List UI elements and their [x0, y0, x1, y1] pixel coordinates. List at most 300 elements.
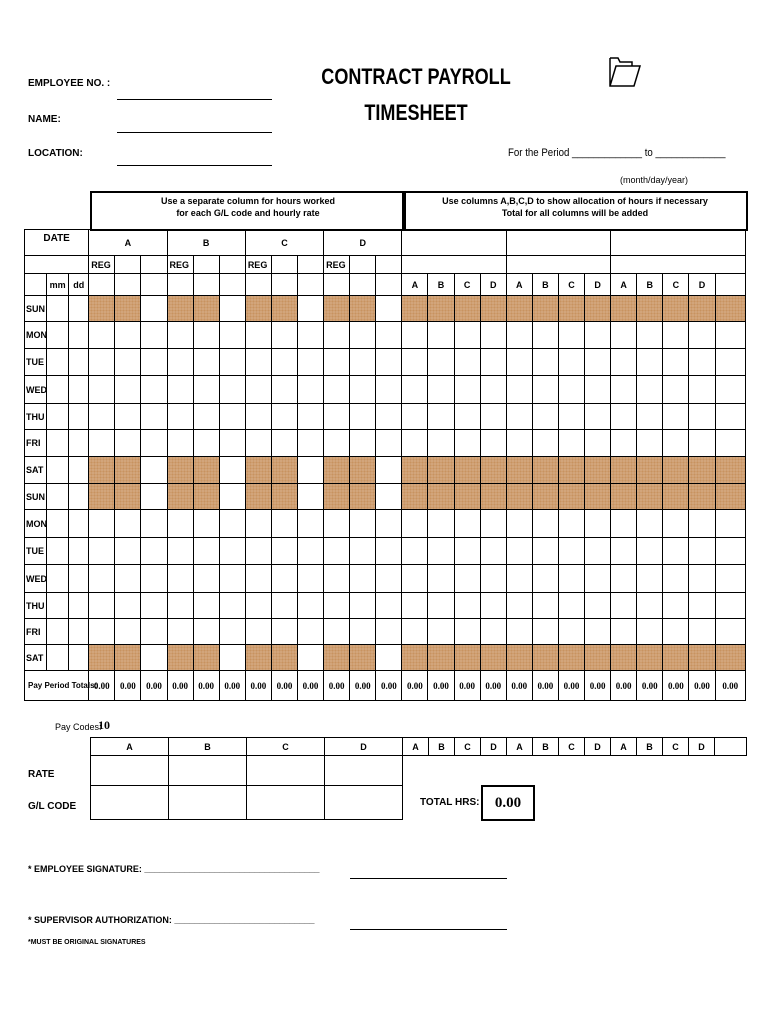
hours-cell[interactable]	[376, 430, 402, 457]
alloc-cell[interactable]	[558, 322, 584, 349]
hours-cell[interactable]	[89, 619, 115, 645]
hours-cell[interactable]	[271, 593, 297, 619]
alloc-cell[interactable]	[532, 349, 558, 376]
hours-cell[interactable]	[167, 565, 193, 593]
alloc-cell[interactable]	[689, 593, 715, 619]
hours-cell[interactable]	[167, 538, 193, 565]
alloc-cell[interactable]	[428, 645, 454, 671]
alloc-cell[interactable]	[715, 430, 746, 457]
alloc-cell[interactable]	[402, 645, 428, 671]
alloc-cell[interactable]	[428, 457, 454, 484]
hours-cell[interactable]	[219, 457, 245, 484]
hours-cell[interactable]	[245, 593, 271, 619]
alloc-cell[interactable]	[585, 593, 611, 619]
hours-cell[interactable]	[219, 538, 245, 565]
hours-cell[interactable]	[245, 349, 271, 376]
hours-cell[interactable]	[193, 565, 219, 593]
alloc-cell[interactable]	[506, 322, 532, 349]
alloc-cell[interactable]	[428, 510, 454, 538]
hours-cell[interactable]	[271, 404, 297, 430]
alloc-cell[interactable]	[663, 510, 689, 538]
hours-cell[interactable]	[245, 430, 271, 457]
alloc-cell[interactable]	[506, 430, 532, 457]
alloc-cell[interactable]	[480, 296, 506, 322]
hours-cell[interactable]	[89, 510, 115, 538]
hours-cell[interactable]	[115, 538, 141, 565]
alloc-cell[interactable]	[480, 645, 506, 671]
hours-cell[interactable]	[115, 322, 141, 349]
alloc-cell[interactable]	[532, 404, 558, 430]
dd-cell[interactable]	[69, 376, 89, 404]
hours-cell[interactable]	[89, 645, 115, 671]
hours-cell[interactable]	[245, 565, 271, 593]
hours-cell[interactable]	[193, 404, 219, 430]
alloc-cell[interactable]	[454, 645, 480, 671]
alloc-cell[interactable]	[480, 593, 506, 619]
hours-cell[interactable]	[350, 457, 376, 484]
hours-cell[interactable]	[167, 457, 193, 484]
hours-cell[interactable]	[324, 457, 350, 484]
alloc-cell[interactable]	[637, 322, 663, 349]
supervisor-signature-date-line[interactable]	[350, 929, 507, 930]
alloc-cell[interactable]	[611, 538, 637, 565]
alloc-cell[interactable]	[532, 430, 558, 457]
alloc-cell[interactable]	[585, 565, 611, 593]
alloc-cell[interactable]	[689, 645, 715, 671]
alloc-cell[interactable]	[611, 296, 637, 322]
alloc-cell[interactable]	[637, 376, 663, 404]
alloc-cell[interactable]	[689, 565, 715, 593]
alloc-cell[interactable]	[558, 619, 584, 645]
dd-cell[interactable]	[69, 404, 89, 430]
hours-cell[interactable]	[324, 565, 350, 593]
alloc-cell[interactable]	[428, 296, 454, 322]
alloc-cell[interactable]	[611, 404, 637, 430]
alloc-cell[interactable]	[611, 565, 637, 593]
alloc-cell[interactable]	[611, 430, 637, 457]
hours-cell[interactable]	[193, 593, 219, 619]
alloc-cell[interactable]	[663, 565, 689, 593]
alloc-cell[interactable]	[454, 376, 480, 404]
alloc-cell[interactable]	[663, 322, 689, 349]
dd-cell[interactable]	[69, 296, 89, 322]
hours-cell[interactable]	[350, 322, 376, 349]
alloc-cell[interactable]	[689, 322, 715, 349]
hours-cell[interactable]	[141, 593, 167, 619]
hours-cell[interactable]	[219, 593, 245, 619]
hours-cell[interactable]	[219, 349, 245, 376]
hours-cell[interactable]	[89, 376, 115, 404]
hours-cell[interactable]	[376, 619, 402, 645]
name-field[interactable]	[117, 132, 272, 133]
alloc-cell[interactable]	[585, 296, 611, 322]
hours-cell[interactable]	[245, 484, 271, 510]
hours-cell[interactable]	[167, 349, 193, 376]
alloc-cell[interactable]	[506, 296, 532, 322]
alloc-cell[interactable]	[663, 538, 689, 565]
alloc-cell[interactable]	[402, 430, 428, 457]
hours-cell[interactable]	[350, 645, 376, 671]
alloc-cell[interactable]	[585, 349, 611, 376]
hours-cell[interactable]	[324, 376, 350, 404]
hours-cell[interactable]	[167, 296, 193, 322]
mm-cell[interactable]	[47, 645, 69, 671]
alloc-cell[interactable]	[428, 430, 454, 457]
hours-cell[interactable]	[115, 376, 141, 404]
alloc-cell[interactable]	[558, 645, 584, 671]
hours-cell[interactable]	[219, 430, 245, 457]
hours-cell[interactable]	[167, 404, 193, 430]
alloc-cell[interactable]	[689, 538, 715, 565]
alloc-cell[interactable]	[558, 510, 584, 538]
alloc-cell[interactable]	[480, 619, 506, 645]
alloc-cell[interactable]	[480, 349, 506, 376]
hours-cell[interactable]	[167, 645, 193, 671]
hours-cell[interactable]	[219, 510, 245, 538]
hours-cell[interactable]	[115, 645, 141, 671]
hours-cell[interactable]	[350, 376, 376, 404]
gl-code-cell[interactable]	[169, 786, 247, 820]
hours-cell[interactable]	[324, 404, 350, 430]
alloc-cell[interactable]	[454, 430, 480, 457]
mm-cell[interactable]	[47, 457, 69, 484]
hours-cell[interactable]	[350, 619, 376, 645]
hours-cell[interactable]	[115, 619, 141, 645]
alloc-cell[interactable]	[637, 538, 663, 565]
mm-cell[interactable]	[47, 430, 69, 457]
alloc-cell[interactable]	[637, 593, 663, 619]
gl-code-cell[interactable]	[247, 786, 325, 820]
alloc-cell[interactable]	[558, 593, 584, 619]
alloc-cell[interactable]	[558, 376, 584, 404]
alloc-cell[interactable]	[454, 322, 480, 349]
hours-cell[interactable]	[271, 619, 297, 645]
hours-cell[interactable]	[219, 376, 245, 404]
employee-signature-date-line[interactable]	[350, 878, 507, 879]
dd-cell[interactable]	[69, 430, 89, 457]
alloc-cell[interactable]	[532, 457, 558, 484]
alloc-cell[interactable]	[532, 619, 558, 645]
dd-cell[interactable]	[69, 619, 89, 645]
alloc-cell[interactable]	[428, 349, 454, 376]
hours-cell[interactable]	[376, 376, 402, 404]
rate-cell[interactable]	[169, 756, 247, 786]
hours-cell[interactable]	[376, 404, 402, 430]
alloc-cell[interactable]	[637, 349, 663, 376]
alloc-cell[interactable]	[558, 538, 584, 565]
alloc-cell[interactable]	[480, 322, 506, 349]
hours-cell[interactable]	[167, 619, 193, 645]
hours-cell[interactable]	[376, 296, 402, 322]
alloc-cell[interactable]	[402, 593, 428, 619]
hours-cell[interactable]	[141, 296, 167, 322]
hours-cell[interactable]	[324, 593, 350, 619]
alloc-cell[interactable]	[715, 457, 746, 484]
hours-cell[interactable]	[219, 404, 245, 430]
alloc-cell[interactable]	[480, 376, 506, 404]
hours-cell[interactable]	[245, 296, 271, 322]
hours-cell[interactable]	[141, 457, 167, 484]
hours-cell[interactable]	[376, 484, 402, 510]
alloc-cell[interactable]	[715, 645, 746, 671]
hours-cell[interactable]	[298, 593, 324, 619]
alloc-cell[interactable]	[454, 593, 480, 619]
mm-cell[interactable]	[47, 593, 69, 619]
rate-cell[interactable]	[247, 756, 325, 786]
hours-cell[interactable]	[324, 322, 350, 349]
hours-cell[interactable]	[324, 619, 350, 645]
alloc-cell[interactable]	[480, 457, 506, 484]
alloc-cell[interactable]	[402, 296, 428, 322]
hours-cell[interactable]	[245, 404, 271, 430]
hours-cell[interactable]	[376, 593, 402, 619]
alloc-cell[interactable]	[611, 484, 637, 510]
hours-cell[interactable]	[245, 457, 271, 484]
alloc-cell[interactable]	[715, 619, 746, 645]
mm-cell[interactable]	[47, 322, 69, 349]
hours-cell[interactable]	[193, 296, 219, 322]
hours-cell[interactable]	[89, 296, 115, 322]
alloc-cell[interactable]	[715, 322, 746, 349]
alloc-cell[interactable]	[506, 538, 532, 565]
hours-cell[interactable]	[350, 404, 376, 430]
alloc-cell[interactable]	[480, 565, 506, 593]
alloc-cell[interactable]	[428, 565, 454, 593]
alloc-cell[interactable]	[663, 349, 689, 376]
alloc-cell[interactable]	[637, 296, 663, 322]
alloc-cell[interactable]	[506, 404, 532, 430]
hours-cell[interactable]	[219, 619, 245, 645]
dd-cell[interactable]	[69, 349, 89, 376]
alloc-cell[interactable]	[558, 404, 584, 430]
hours-cell[interactable]	[245, 510, 271, 538]
employee-no-field[interactable]	[117, 99, 272, 100]
alloc-cell[interactable]	[558, 484, 584, 510]
hours-cell[interactable]	[245, 322, 271, 349]
alloc-cell[interactable]	[532, 593, 558, 619]
alloc-cell[interactable]	[585, 484, 611, 510]
dd-cell[interactable]	[69, 645, 89, 671]
alloc-cell[interactable]	[663, 457, 689, 484]
alloc-cell[interactable]	[402, 484, 428, 510]
hours-cell[interactable]	[219, 296, 245, 322]
hours-cell[interactable]	[245, 376, 271, 404]
hours-cell[interactable]	[193, 322, 219, 349]
alloc-cell[interactable]	[402, 322, 428, 349]
alloc-cell[interactable]	[637, 484, 663, 510]
hours-cell[interactable]	[141, 322, 167, 349]
alloc-cell[interactable]	[585, 619, 611, 645]
alloc-cell[interactable]	[428, 322, 454, 349]
alloc-cell[interactable]	[558, 457, 584, 484]
hours-cell[interactable]	[324, 484, 350, 510]
hours-cell[interactable]	[376, 457, 402, 484]
hours-cell[interactable]	[245, 645, 271, 671]
hours-cell[interactable]	[298, 510, 324, 538]
mm-cell[interactable]	[47, 565, 69, 593]
mm-cell[interactable]	[47, 619, 69, 645]
alloc-cell[interactable]	[611, 645, 637, 671]
alloc-cell[interactable]	[558, 349, 584, 376]
hours-cell[interactable]	[89, 538, 115, 565]
alloc-cell[interactable]	[715, 296, 746, 322]
hours-cell[interactable]	[324, 538, 350, 565]
hours-cell[interactable]	[376, 645, 402, 671]
hours-cell[interactable]	[141, 510, 167, 538]
alloc-cell[interactable]	[454, 510, 480, 538]
alloc-cell[interactable]	[480, 430, 506, 457]
alloc-cell[interactable]	[585, 430, 611, 457]
hours-cell[interactable]	[298, 484, 324, 510]
alloc-cell[interactable]	[558, 430, 584, 457]
hours-cell[interactable]	[350, 430, 376, 457]
alloc-cell[interactable]	[428, 376, 454, 404]
hours-cell[interactable]	[167, 376, 193, 404]
mm-cell[interactable]	[47, 349, 69, 376]
hours-cell[interactable]	[271, 376, 297, 404]
alloc-cell[interactable]	[506, 510, 532, 538]
hours-cell[interactable]	[141, 484, 167, 510]
alloc-cell[interactable]	[611, 593, 637, 619]
hours-cell[interactable]	[376, 565, 402, 593]
alloc-cell[interactable]	[663, 645, 689, 671]
pay-code-value[interactable]: 10	[98, 718, 110, 732]
alloc-cell[interactable]	[506, 619, 532, 645]
hours-cell[interactable]	[298, 619, 324, 645]
hours-cell[interactable]	[141, 538, 167, 565]
period-label[interactable]: For the Period _____________ to _____________	[508, 147, 726, 159]
hours-cell[interactable]	[271, 510, 297, 538]
hours-cell[interactable]	[141, 619, 167, 645]
alloc-cell[interactable]	[637, 565, 663, 593]
alloc-cell[interactable]	[715, 484, 746, 510]
alloc-cell[interactable]	[611, 322, 637, 349]
dd-cell[interactable]	[69, 538, 89, 565]
hours-cell[interactable]	[298, 538, 324, 565]
alloc-cell[interactable]	[454, 349, 480, 376]
alloc-cell[interactable]	[532, 565, 558, 593]
hours-cell[interactable]	[298, 404, 324, 430]
alloc-cell[interactable]	[663, 484, 689, 510]
alloc-cell[interactable]	[402, 349, 428, 376]
mm-cell[interactable]	[47, 510, 69, 538]
hours-cell[interactable]	[193, 349, 219, 376]
alloc-cell[interactable]	[585, 457, 611, 484]
alloc-cell[interactable]	[637, 619, 663, 645]
alloc-cell[interactable]	[506, 593, 532, 619]
alloc-cell[interactable]	[454, 457, 480, 484]
alloc-cell[interactable]	[689, 619, 715, 645]
dd-cell[interactable]	[69, 565, 89, 593]
alloc-cell[interactable]	[480, 484, 506, 510]
alloc-cell[interactable]	[402, 510, 428, 538]
hours-cell[interactable]	[89, 457, 115, 484]
hours-cell[interactable]	[89, 565, 115, 593]
hours-cell[interactable]	[141, 645, 167, 671]
alloc-cell[interactable]	[689, 484, 715, 510]
hours-cell[interactable]	[271, 296, 297, 322]
hours-cell[interactable]	[115, 593, 141, 619]
alloc-cell[interactable]	[637, 510, 663, 538]
alloc-cell[interactable]	[454, 565, 480, 593]
alloc-cell[interactable]	[454, 619, 480, 645]
alloc-cell[interactable]	[637, 645, 663, 671]
alloc-cell[interactable]	[663, 619, 689, 645]
hours-cell[interactable]	[141, 349, 167, 376]
alloc-cell[interactable]	[715, 510, 746, 538]
alloc-cell[interactable]	[506, 457, 532, 484]
alloc-cell[interactable]	[611, 619, 637, 645]
alloc-cell[interactable]	[663, 376, 689, 404]
hours-cell[interactable]	[115, 296, 141, 322]
hours-cell[interactable]	[193, 619, 219, 645]
hours-cell[interactable]	[324, 296, 350, 322]
hours-cell[interactable]	[89, 593, 115, 619]
alloc-cell[interactable]	[402, 619, 428, 645]
hours-cell[interactable]	[350, 349, 376, 376]
alloc-cell[interactable]	[715, 349, 746, 376]
alloc-cell[interactable]	[663, 296, 689, 322]
mm-cell[interactable]	[47, 538, 69, 565]
alloc-cell[interactable]	[558, 565, 584, 593]
hours-cell[interactable]	[141, 430, 167, 457]
alloc-cell[interactable]	[637, 430, 663, 457]
hours-cell[interactable]	[350, 538, 376, 565]
alloc-cell[interactable]	[402, 404, 428, 430]
alloc-cell[interactable]	[532, 538, 558, 565]
hours-cell[interactable]	[167, 322, 193, 349]
hours-cell[interactable]	[376, 349, 402, 376]
hours-cell[interactable]	[167, 593, 193, 619]
gl-code-cell[interactable]	[325, 786, 403, 820]
alloc-cell[interactable]	[454, 404, 480, 430]
hours-cell[interactable]	[115, 430, 141, 457]
alloc-cell[interactable]	[689, 349, 715, 376]
hours-cell[interactable]	[167, 430, 193, 457]
hours-cell[interactable]	[245, 619, 271, 645]
alloc-cell[interactable]	[689, 404, 715, 430]
alloc-cell[interactable]	[506, 565, 532, 593]
hours-cell[interactable]	[298, 349, 324, 376]
alloc-cell[interactable]	[480, 510, 506, 538]
alloc-cell[interactable]	[428, 538, 454, 565]
alloc-cell[interactable]	[663, 430, 689, 457]
hours-cell[interactable]	[271, 349, 297, 376]
hours-cell[interactable]	[271, 322, 297, 349]
hours-cell[interactable]	[89, 484, 115, 510]
alloc-cell[interactable]	[532, 322, 558, 349]
alloc-cell[interactable]	[715, 593, 746, 619]
alloc-cell[interactable]	[715, 376, 746, 404]
alloc-cell[interactable]	[611, 349, 637, 376]
hours-cell[interactable]	[350, 565, 376, 593]
alloc-cell[interactable]	[402, 565, 428, 593]
alloc-cell[interactable]	[689, 457, 715, 484]
alloc-cell[interactable]	[663, 404, 689, 430]
gl-code-cell[interactable]	[91, 786, 169, 820]
hours-cell[interactable]	[193, 457, 219, 484]
alloc-cell[interactable]	[663, 593, 689, 619]
alloc-cell[interactable]	[506, 376, 532, 404]
alloc-cell[interactable]	[428, 404, 454, 430]
hours-cell[interactable]	[271, 565, 297, 593]
alloc-cell[interactable]	[532, 510, 558, 538]
alloc-cell[interactable]	[402, 538, 428, 565]
hours-cell[interactable]	[350, 484, 376, 510]
alloc-cell[interactable]	[454, 484, 480, 510]
hours-cell[interactable]	[271, 430, 297, 457]
hours-cell[interactable]	[324, 645, 350, 671]
